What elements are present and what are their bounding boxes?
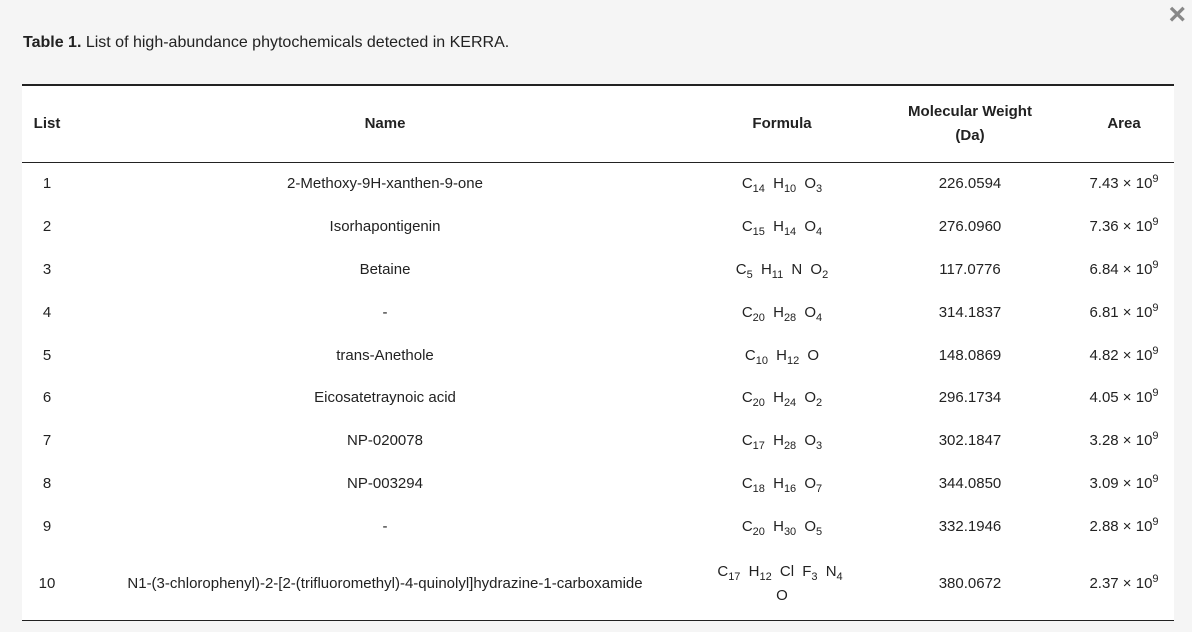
element-symbol: O <box>807 346 820 364</box>
area-mantissa: 7.36 × 10 <box>1089 218 1153 236</box>
formula-element <box>773 517 797 538</box>
element-count: 24 <box>783 397 797 410</box>
element-symbol: O <box>804 432 817 450</box>
element-count: 17 <box>728 571 741 584</box>
element-count: 20 <box>752 397 765 410</box>
table-row <box>22 334 1174 377</box>
formula-element <box>791 261 802 278</box>
area-mantissa: 2.37 × 10 <box>1089 575 1153 593</box>
element-symbol: H <box>773 218 784 236</box>
table-row <box>22 505 1174 548</box>
element-count: 10 <box>783 183 797 196</box>
cell-molecular-weight: 296.1734 <box>938 389 1002 407</box>
cell-name: N1-(3-chlorophenyl)-2-[2-(trifluoromethyl)-4-quinolyl]hydrazine-1-carboxamide <box>72 548 698 621</box>
header-area: Area <box>1074 85 1174 163</box>
cell-name: Eicosatetraynoic acid <box>314 389 456 407</box>
element-count: 28 <box>783 311 797 324</box>
table-row <box>22 163 1174 206</box>
area-exponent: 9 <box>1152 430 1159 443</box>
cell-name: Isorhapontigenin <box>329 218 441 236</box>
formula-element <box>773 218 797 239</box>
cell-molecular-weight: 302.1847 <box>938 432 1002 450</box>
area-exponent: 9 <box>1152 301 1159 314</box>
element-count: 15 <box>752 226 765 239</box>
element-count: 7 <box>816 482 823 495</box>
element-symbol: O <box>804 389 817 407</box>
cell-name: Betaine <box>359 260 411 278</box>
formula-element <box>804 303 823 324</box>
formula-element <box>804 517 823 538</box>
element-count: 3 <box>816 440 823 453</box>
element-symbol: Cl <box>779 563 795 581</box>
formula-element <box>810 260 829 281</box>
table-row <box>22 548 1174 621</box>
element-symbol: O <box>804 517 817 535</box>
area-exponent: 9 <box>1152 573 1159 586</box>
area-mantissa: 7.43 × 10 <box>1089 175 1153 193</box>
formula-element <box>807 347 819 364</box>
cell-area <box>1074 420 1174 463</box>
cell-list: 3 <box>42 260 52 278</box>
area-mantissa: 6.81 × 10 <box>1089 303 1153 321</box>
formula-element <box>773 175 797 196</box>
caption-text: List of high-abundance phytochemicals detected in KERRA. <box>81 34 510 51</box>
cell-molecular-weight: 314.1837 <box>938 303 1002 321</box>
area-mantissa: 2.88 × 10 <box>1089 517 1153 535</box>
cell-area <box>1074 377 1174 420</box>
area-exponent: 9 <box>1152 472 1159 485</box>
formula-element <box>773 303 797 324</box>
cell-name: - <box>382 303 388 321</box>
header-mw-line1: Molecular Weight <box>908 103 1032 120</box>
formula-element <box>744 346 768 367</box>
area-mantissa: 3.09 × 10 <box>1089 474 1153 492</box>
area-exponent: 9 <box>1152 387 1159 400</box>
area-exponent: 9 <box>1152 216 1159 229</box>
element-count: 5 <box>816 525 823 538</box>
table-row <box>22 463 1174 506</box>
element-symbol: H <box>760 260 772 278</box>
cell-list: 8 <box>42 474 52 492</box>
element-symbol: O <box>804 474 817 492</box>
cell-formula <box>698 463 866 506</box>
formula-element <box>760 260 784 281</box>
formula-element <box>804 218 823 239</box>
cell-area <box>1074 249 1174 292</box>
header-formula: Formula <box>698 85 866 163</box>
element-symbol: C <box>741 474 753 492</box>
cell-area <box>1074 163 1174 206</box>
cell-area <box>1074 548 1174 621</box>
cell-formula <box>698 249 866 292</box>
cell-list: 6 <box>42 389 52 407</box>
element-count: 4 <box>816 226 823 239</box>
formula-element <box>804 474 823 495</box>
cell-formula <box>698 163 866 206</box>
element-symbol: H <box>773 474 784 492</box>
formula-element <box>735 260 753 281</box>
formula-element <box>776 346 800 367</box>
element-symbol: C <box>741 175 753 193</box>
formula-element <box>741 218 765 239</box>
table-row <box>22 377 1174 420</box>
element-symbol: H <box>776 346 787 364</box>
element-count: 10 <box>755 354 768 367</box>
formula-element <box>741 517 765 538</box>
cell-molecular-weight: 344.0850 <box>938 474 1002 492</box>
element-count: 2 <box>816 397 823 410</box>
formula-element <box>741 175 765 196</box>
element-count: 20 <box>752 525 765 538</box>
formula-element <box>804 389 823 410</box>
header-molecular-weight <box>866 85 1074 163</box>
cell-molecular-weight: 226.0594 <box>938 175 1002 193</box>
cell-molecular-weight: 148.0869 <box>938 346 1002 364</box>
element-symbol: H <box>773 432 784 450</box>
element-count: 14 <box>783 226 797 239</box>
formula-element <box>773 432 797 453</box>
element-symbol: O <box>804 303 817 321</box>
element-count: 2 <box>822 268 829 281</box>
area-mantissa: 4.05 × 10 <box>1089 389 1153 407</box>
formula-element <box>773 474 797 495</box>
formula-element <box>825 563 843 584</box>
table-row <box>22 420 1174 463</box>
element-symbol: O <box>810 260 823 278</box>
element-symbol: F <box>802 563 812 581</box>
cell-area <box>1074 334 1174 377</box>
element-symbol: C <box>741 218 753 236</box>
cell-formula <box>698 334 866 377</box>
area-exponent: 9 <box>1152 258 1159 271</box>
element-symbol: C <box>741 517 753 535</box>
element-count: 20 <box>752 311 765 324</box>
formula-element <box>773 389 797 410</box>
element-symbol: C <box>735 260 747 278</box>
cell-formula <box>698 206 866 249</box>
cell-formula <box>698 291 866 334</box>
element-count: 4 <box>836 571 843 584</box>
area-exponent: 9 <box>1152 515 1159 528</box>
area-mantissa: 6.84 × 10 <box>1089 260 1153 278</box>
area-exponent: 9 <box>1152 344 1159 357</box>
element-count: 18 <box>752 482 765 495</box>
formula-element <box>804 175 823 196</box>
element-symbol: C <box>741 432 753 450</box>
element-count: 28 <box>783 440 797 453</box>
element-symbol: O <box>804 175 817 193</box>
header-mw-line2: (Da) <box>955 127 985 144</box>
cell-name: - <box>382 517 388 535</box>
element-count: 12 <box>759 571 772 584</box>
element-symbol: C <box>744 346 756 364</box>
cell-list: 10 <box>22 548 72 621</box>
formula-element <box>804 432 823 453</box>
cell-molecular-weight: 117.0776 <box>939 260 1001 278</box>
element-symbol: O <box>804 218 817 236</box>
table-row <box>22 291 1174 334</box>
header-name: Name <box>72 85 698 163</box>
element-count: 3 <box>811 571 818 584</box>
element-count: 3 <box>816 183 823 196</box>
formula-element <box>717 563 741 584</box>
element-symbol: O <box>776 587 788 605</box>
element-symbol: C <box>741 389 753 407</box>
element-symbol: H <box>773 175 784 193</box>
element-symbol: C <box>741 303 753 321</box>
formula-element <box>741 389 765 410</box>
element-count: 30 <box>783 525 797 538</box>
cell-formula <box>698 420 866 463</box>
element-symbol: H <box>748 563 760 581</box>
table-row <box>22 249 1174 292</box>
cell-formula <box>698 505 866 548</box>
cell-list: 2 <box>42 218 52 236</box>
cell-molecular-weight: 276.0960 <box>938 218 1002 236</box>
cell-list: 4 <box>42 303 52 321</box>
element-count: 11 <box>771 268 784 281</box>
table-body <box>22 163 1174 621</box>
area-mantissa: 3.28 × 10 <box>1089 432 1153 450</box>
table-caption <box>23 34 509 52</box>
formula-element <box>741 303 765 324</box>
cell-area <box>1074 291 1174 334</box>
cell-list: 7 <box>42 432 52 450</box>
cell-formula <box>698 377 866 420</box>
element-symbol: C <box>717 563 729 581</box>
element-symbol: H <box>773 517 784 535</box>
formula-element <box>780 563 794 580</box>
cell-molecular-weight: 380.0672 <box>866 548 1074 621</box>
area-mantissa: 4.82 × 10 <box>1089 346 1153 364</box>
formula-element <box>748 563 772 584</box>
element-symbol: N <box>825 563 837 581</box>
element-symbol: N <box>791 260 803 278</box>
element-count: 14 <box>752 183 765 196</box>
element-count: 4 <box>816 311 823 324</box>
caption-label: Table 1. <box>23 34 82 51</box>
element-symbol: H <box>773 303 784 321</box>
cell-list: 5 <box>42 346 52 364</box>
close-icon[interactable]: × <box>1168 0 1186 31</box>
formula-element <box>776 587 788 604</box>
formula-element <box>741 474 765 495</box>
area-exponent: 9 <box>1152 173 1159 186</box>
cell-name: NP-020078 <box>347 432 423 450</box>
element-symbol: H <box>773 389 784 407</box>
element-count: 12 <box>787 354 800 367</box>
cell-area <box>1074 206 1174 249</box>
formula-element <box>802 563 818 584</box>
element-count: 17 <box>752 440 765 453</box>
cell-area <box>1074 463 1174 506</box>
header-list: List <box>22 85 72 163</box>
cell-name: 2-Methoxy-9H-xanthen-9-one <box>287 175 483 193</box>
phytochemicals-table <box>22 84 1174 621</box>
data-table-container <box>22 84 1174 621</box>
element-count: 16 <box>783 482 797 495</box>
cell-list: 9 <box>42 517 52 535</box>
element-count: 5 <box>746 268 753 281</box>
cell-molecular-weight: 332.1946 <box>938 517 1002 535</box>
formula-element <box>741 432 765 453</box>
cell-name: trans-Anethole <box>336 346 434 364</box>
cell-formula <box>698 548 866 621</box>
table-header-row <box>22 85 1174 163</box>
cell-list: 1 <box>42 175 52 193</box>
cell-name: NP-003294 <box>347 474 423 492</box>
table-row <box>22 206 1174 249</box>
cell-area <box>1074 505 1174 548</box>
